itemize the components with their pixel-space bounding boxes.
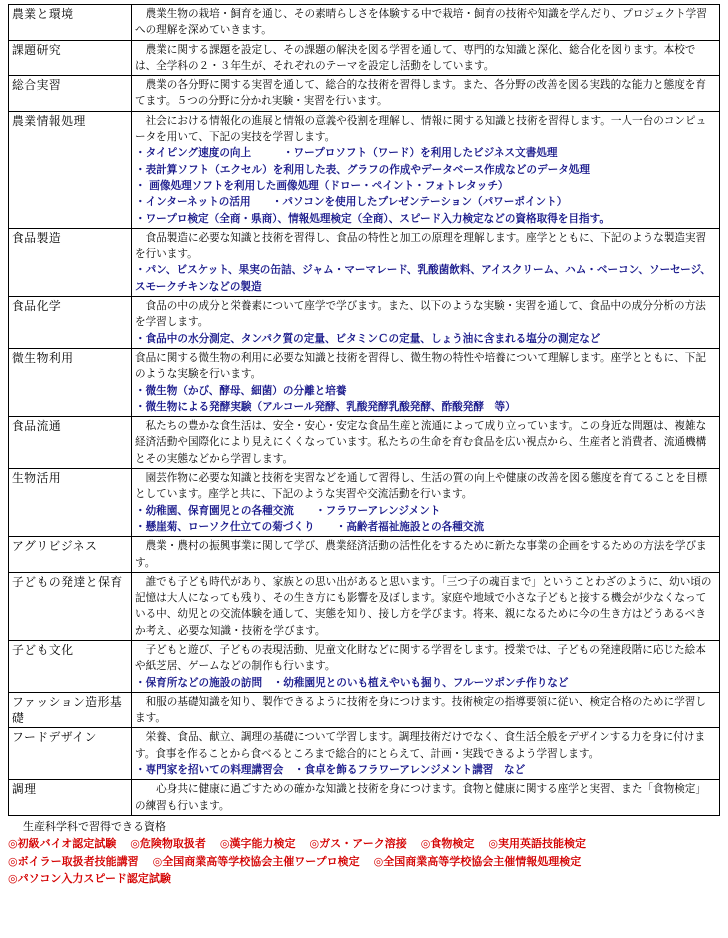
qualification-item: ◎漢字能力検定 (219, 837, 296, 851)
course-table (8, 4, 720, 816)
description-text: 和服の基礎知識を知り、製作できるように技術を身につけます。技術検定の指導要領に従い、検定合格のために学習します。 (135, 695, 706, 725)
course-row (9, 228, 720, 296)
course-name: 食品化学 (9, 297, 132, 349)
course-rows (9, 5, 720, 816)
course-row (9, 640, 720, 692)
activity-bullet: ・幼稚園、保育園児との各種交流 ・フラワーアレンジメント (135, 504, 441, 517)
activity-bullet: ・食品中の水分測定、タンパク質の定量、ビタミンＣの定量、しょう油に含まれる塩分の測定など (135, 332, 601, 345)
description-text: 社会における情報化の進展と情報の意義や役割を理解し、情報に関する知識と技術を習得します。一人一台のコンピュータを用いて、下記の実技を学習します。 (135, 114, 707, 144)
activity-bullet: ・パン、ビスケット、果実の缶詰、ジャム・マーマレード、乳酸菌飲料、アイスクリーム、ハム・ベーコン、ソーセージ、スモークチキンなどの製造 (135, 264, 711, 293)
qualification-item: ◎食物検定 (420, 837, 475, 851)
course-row (9, 40, 720, 76)
activity-bullet: ・インターネットの活用 ・パソコンを使用したプレゼンテーション（パワーポイント） (135, 196, 568, 209)
course-name: 総合実習 (9, 76, 132, 112)
description-text: 農業に関する課題を設定し、その課題の解決を図る学習を通して、専門的な知識と深化、総合化を図ります。本校では、全学科の２・３年生が、それぞれのテーマを設定し活動をしています。 (135, 43, 696, 72)
course-description (132, 111, 720, 228)
course-row (9, 469, 720, 537)
course-row (9, 297, 720, 349)
course-description (132, 572, 720, 640)
activity-bullet: ・表計算ソフト（エクセル）を利用した表、グラフの作成やデータベース作成などのデータ処理 (135, 163, 590, 176)
course-name: アグリビジネス (9, 537, 132, 573)
course-name: 農業と環境 (9, 5, 132, 41)
qualification-item: ◎ボイラー取扱者技能講習 (8, 854, 139, 868)
qualification-item: ◎ガス・アーク溶接 (309, 837, 407, 851)
qualification-item: ◎実用英語技能検定 (488, 837, 586, 851)
course-row (9, 780, 720, 816)
course-name: 子ども文化 (9, 640, 132, 692)
description-text: 農業・農村の振興事業に関して学び、農業経済活動の活性化をするために新たな事業の企画をするための方法を学びます。 (135, 540, 707, 569)
qualifications-section (8, 818, 720, 888)
activity-bullet: ・ 画像処理ソフトを利用した画像処理（ドロー・ペイント・フォトレタッチ） (135, 179, 509, 192)
description-text: 心身共に健康に過ごすための確かな知識と技術を身につけます。食物と健康に関する座学と実習、また「食物検定」の練習も行います。 (135, 783, 706, 812)
course-document (8, 4, 720, 888)
course-description (132, 417, 720, 469)
course-description (132, 76, 720, 112)
course-description (132, 228, 720, 296)
course-row (9, 417, 720, 469)
course-row (9, 537, 720, 573)
description-text: 食品の中の成分と栄養素について座学で学びます。また、以下のような実験・実習を通して、食品中の成分分析の方法を学習します。 (135, 300, 706, 329)
qualifications-heading: 生産科学科で習得できる資格 (12, 819, 166, 833)
course-name: 調理 (9, 780, 132, 816)
activity-bullet: ・専門家を招いての料理講習会 ・食卓を飾るフラワーアレンジメント講習 など (135, 764, 526, 777)
course-row (9, 76, 720, 112)
activity-bullet: ・懸崖菊、ローソク仕立ての菊づくり ・高齢者福祉施設との各種交流 (135, 520, 485, 533)
course-name: 食品流通 (9, 417, 132, 469)
course-name: ファッション造形基礎 (9, 692, 132, 728)
course-name: フードデザイン (9, 728, 132, 780)
course-description (132, 297, 720, 349)
course-row (9, 348, 720, 416)
course-name: 食品製造 (9, 228, 132, 296)
course-name: 課題研究 (9, 40, 132, 76)
qualifications-list (8, 835, 720, 888)
description-text: 私たちの豊かな食生活は、安全・安心・安定な食品生産と流通によって成り立っています。この身近な問題は、複雑な経済活動や国際化により見えにくくなっています。私たちの生命を育む食品を広い視点から、生産者と消費者、流通機構とその実態などから学習します。 (135, 420, 707, 465)
description-text: 誰でも子ども時代があり、家族との思い出があると思います。「三つ子の魂百まで」ということわざのように、幼い頃の記憶は大人になっても残り、その生き方にも影響を及ぼします。家庭や地域で小さな子どもと接する機会が少なくなっている中、幼児との交流体験を通して、実態を知り、接し方を学びます。将来、親になるために今の生き方はどうあるべきか考え、必要な知識・技術を学びます。 (135, 575, 712, 637)
course-description (132, 5, 720, 41)
activity-bullet: ・微生物（かび、酵母、細菌）の分離と培養 (135, 384, 347, 397)
activity-bullet: ・保育所などの施設の訪問 ・幼稚園児とのいも植えやいも掘り、フルーツポンチ作りなど (135, 676, 569, 689)
course-row (9, 572, 720, 640)
course-row (9, 728, 720, 780)
course-name: 生物活用 (9, 469, 132, 537)
activity-bullet: ・ワープロ検定（全商・県商）、情報処理検定（全商）、スピード入力検定などの資格取得を目指す。 (135, 212, 610, 225)
course-name: 微生物利用 (9, 348, 132, 416)
course-name: 子どもの発達と保育 (9, 572, 132, 640)
course-description (132, 40, 720, 76)
activity-bullet: ・タイピング速度の向上 ・ワープロソフト（ワード）を利用したビジネス文書処理 (135, 147, 558, 160)
qualification-item: ◎全国商業高等学校協会主催情報処理検定 (373, 854, 582, 868)
description-text: 食品製造に必要な知識と技術を習得し、食品の特性と加工の原理を理解します。座学とともに、下記のような製造実習を行います。 (135, 231, 707, 261)
course-description (132, 469, 720, 537)
description-text: 栄養、食品、献立、調理の基礎について学習します。調理技術だけでなく、食生活全般をデザインする力を身に付けます。食事を作ることから食べるところまで総合的にとらえて、計画・実践できるよう学習します。 (135, 731, 706, 760)
course-name: 農業情報処理 (9, 111, 132, 228)
qualification-item: ◎全国商業高等学校協会主催ワープロ検定 (152, 854, 360, 868)
qualification-item: ◎初級バイオ認定試験 (8, 837, 117, 851)
course-description (132, 537, 720, 573)
course-row (9, 5, 720, 41)
course-row (9, 692, 720, 728)
course-description (132, 640, 720, 692)
qualification-item: ◎危険物取扱者 (130, 837, 206, 851)
course-row (9, 111, 720, 228)
description-text: 農業の各分野に関する実習を通して、総合的な技術を習得します。また、各分野の改善を図る実践的な能力と態度を育てます。５つの分野に分かれ実験・実習を行います。 (135, 79, 706, 108)
qualification-item: ◎パソコン入力スピード認定試験 (8, 872, 171, 886)
activity-bullet: ・微生物による発酵実験（アルコール発酵、乳酸発酵乳酸発酵、酢酸発酵 等） (135, 400, 516, 413)
description-text: 園芸作物に必要な知識と技術を実習などを通して習得し、生活の質の向上や健康の改善を図る態度を育てることを目標としています。座学と共に、下記のような実習や交流活動を行います。 (135, 472, 708, 501)
course-description (132, 348, 720, 416)
course-description (132, 780, 720, 816)
description-text: 子どもと遊び、子どもの表現活動、児童文化財などに関する学習をします。授業では、子どもの発達段階に応じた絵本や紙芝居、ゲームなどの制作も行います。 (135, 643, 706, 673)
description-text: 食品に関する微生物の利用に必要な知識と技術を習得し、微生物の特性や培養について理解します。座学とともに、下記のような実験を行います。 (135, 351, 706, 381)
description-text: 農業生物の栽培・飼育を通じ、その素晴らしさを体験する中で栽培・飼育の技術や知識を学んだり、プロジェクト学習への理解を深めていきます。 (135, 8, 707, 37)
course-description (132, 728, 720, 780)
course-description (132, 692, 720, 728)
